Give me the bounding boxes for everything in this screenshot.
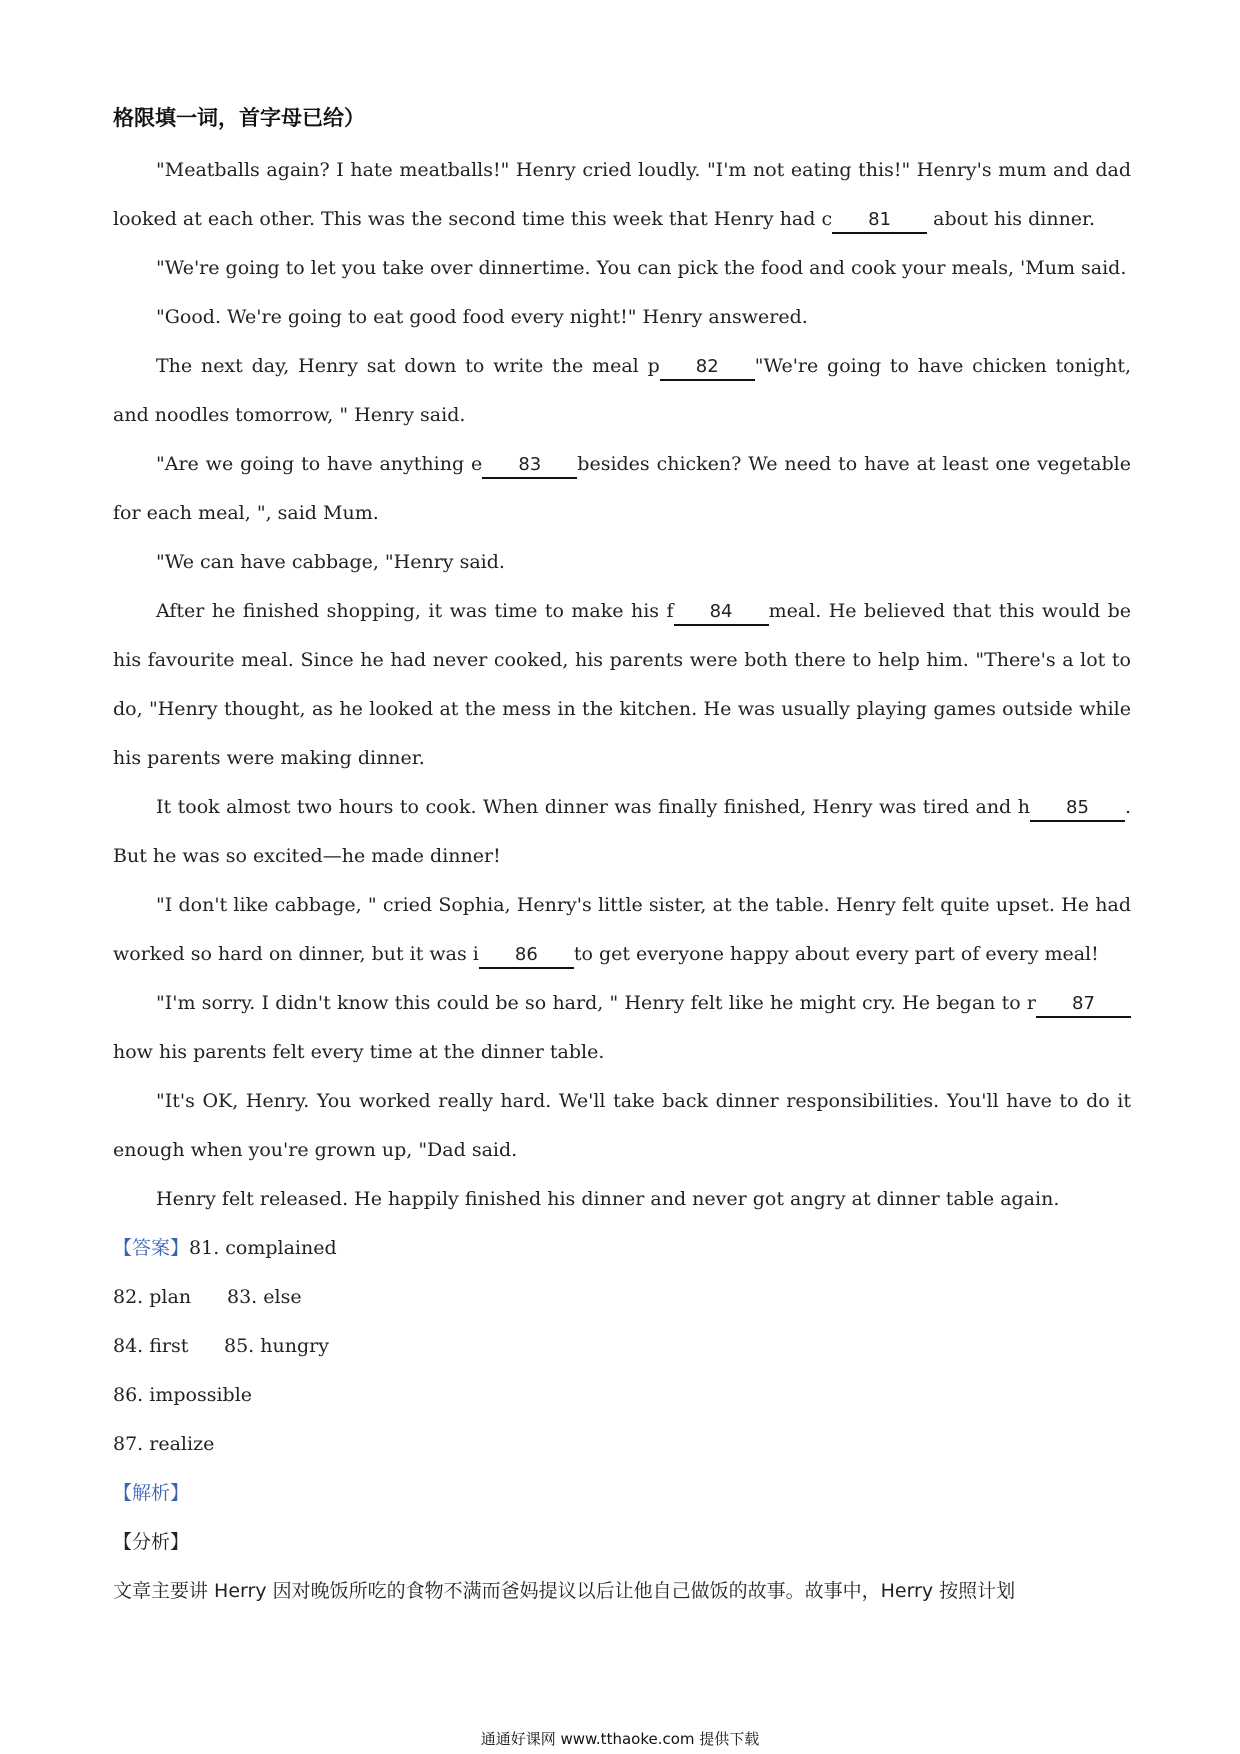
paragraph-10-text-a: "I'm sorry. I didn't know this could be so hard, " Henry felt like he might cry. He began to r [156, 992, 1036, 1014]
answer-84: 84. first [113, 1335, 189, 1357]
paragraph-7-text-a: After he finished shopping, it was time to make his f [156, 600, 674, 622]
paragraph-11: "It's OK, Henry. You worked really hard. We'll take back dinner responsibilities. You'll have to do it enough when you're grown up, "Dad said. [113, 1090, 1131, 1161]
paragraph-10 [113, 979, 1131, 1077]
page-footer: 通通好课网 www.tthaoke.com 提供下载 [480, 1730, 760, 1748]
answer-86: 86. impossible [113, 1384, 253, 1406]
paragraph-1-text-b: about his dinner. [927, 208, 1096, 230]
paragraph-6: "We can have cabbage, "Henry said. [156, 551, 505, 573]
answer-section [113, 1224, 1131, 1567]
paragraph-12: Henry felt released. He happily finished his dinner and never got angry at dinner table again. [156, 1188, 1060, 1210]
analysis-tag: 【解析】 [113, 1482, 190, 1504]
section-heading: 格限填一词，首字母已给） [113, 106, 365, 130]
document-page [113, 100, 1131, 1616]
blank-85[interactable]: 85 [1030, 797, 1125, 822]
paragraph-5-text-a: "Are we going to have anything e [156, 453, 483, 475]
paragraph-5-text-b: besides chicken? We need to have at least one vegetable for each meal, ", said Mum. [113, 453, 1132, 524]
blank-84[interactable]: 84 [674, 601, 769, 626]
paragraph-1 [113, 146, 1131, 244]
paragraph-8-text-b: . But he was so excited—he made dinner! [113, 796, 1131, 867]
paragraph-3: "Good. We're going to eat good food every night!" Henry answered. [156, 306, 808, 328]
blank-82[interactable]: 82 [660, 356, 755, 381]
answer-82: 82. plan [113, 1286, 192, 1308]
paragraph-9 [113, 881, 1131, 979]
paragraph-4-text-a: The next day, Henry sat down to write the meal p [156, 355, 660, 377]
paragraph-10-text-b: how his parents felt every time at the dinner table. [113, 1041, 605, 1063]
paragraph-4-text-b: "We're going to have chicken tonight, and noodles tomorrow, " Henry said. [113, 355, 1131, 426]
paragraph-4 [113, 342, 1131, 440]
analysis-subtag-row [113, 1518, 1131, 1567]
answer-row-1 [113, 1224, 1131, 1273]
analysis-tag-row [113, 1469, 1131, 1518]
paragraph-2: "We're going to let you take over dinnertime. You can pick the food and cook your meals, 'Mum said. [156, 257, 1127, 279]
blank-86[interactable]: 86 [479, 944, 574, 969]
analysis-subtag: 【分析】 [113, 1531, 190, 1553]
paragraph-9-text-b: to get everyone happy about every part of every meal! [573, 943, 1099, 965]
paragraph-7-text-b: meal. He believed that this would be his favourite meal. Since he had never cooked, his parents were both there to help him. "There's a lot to do, "Henry thought, as he looked at the mess in the kitchen. He was usually playing games outside while his parents were making dinner. [113, 600, 1131, 769]
answer-81: 81. complained [189, 1237, 337, 1259]
answer-85: 85. hungry [224, 1335, 329, 1357]
answer-tag: 【答案】 [113, 1237, 190, 1259]
analysis-text: 文章主要讲 Herry 因对晚饭所吃的食物不满而爸妈提议以后让他自己做饭的故事。故事中，Herry 按照计划 [113, 1580, 1016, 1602]
paragraph-7 [113, 587, 1131, 783]
blank-87[interactable]: 87 [1036, 993, 1131, 1018]
answer-row-2 [113, 1273, 1131, 1322]
answer-83: 83. else [227, 1286, 302, 1308]
answer-row-4 [113, 1371, 1131, 1420]
paragraph-5 [113, 440, 1131, 538]
paragraph-8 [113, 783, 1131, 881]
paragraph-8-text-a: It took almost two hours to cook. When dinner was finally finished, Henry was tired and h [156, 796, 1030, 818]
paragraph-9-text-a: "I don't like cabbage, " cried Sophia, Henry's little sister, at the table. Henry felt quite upset. He had worked so hard on dinner, but it was i [113, 894, 1131, 965]
paragraph-1-text-a: "Meatballs again? I hate meatballs!" Henry cried loudly. "I'm not eating this!" Henry's mum and dad looked at each other. This was the second time this week that Henry had c [113, 159, 1131, 230]
blank-81[interactable]: 81 [832, 209, 927, 234]
blank-83[interactable]: 83 [482, 454, 577, 479]
answer-87: 87. realize [113, 1433, 215, 1455]
answer-row-3 [113, 1322, 1131, 1371]
answer-row-5 [113, 1420, 1131, 1469]
